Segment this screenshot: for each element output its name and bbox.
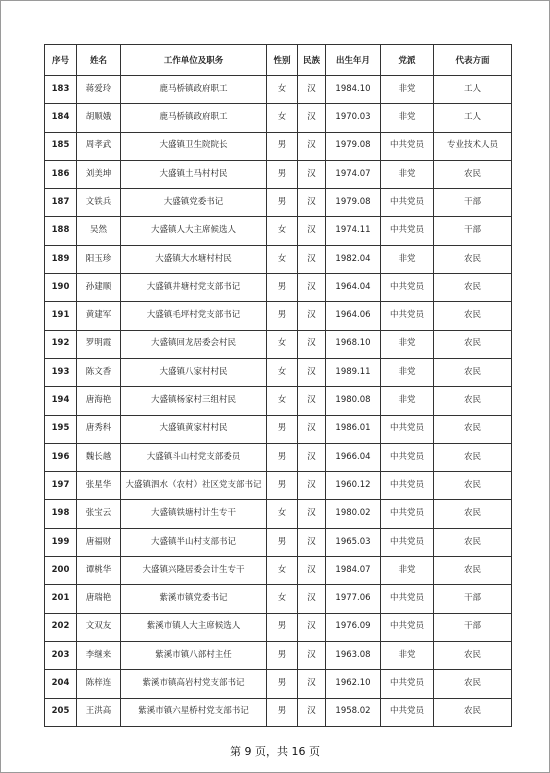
- row-index: 190: [45, 274, 77, 302]
- row-birth: 1965.03: [326, 528, 381, 556]
- row-workplace: 大盛镇斗山村党支部委员: [121, 443, 267, 471]
- header-party: 党派: [381, 45, 434, 76]
- row-birth: 1980.08: [326, 387, 381, 415]
- row-party: 中共党员: [381, 415, 434, 443]
- row-gender: 男: [267, 472, 298, 500]
- row-gender: 女: [267, 245, 298, 273]
- page-number-footer: 第 9 页，共 16 页: [230, 745, 320, 758]
- row-workplace: 紫溪市镇党委书记: [121, 585, 267, 613]
- header-birth: 出生年月: [326, 45, 381, 76]
- table-row: [45, 217, 512, 245]
- row-ethnicity: 汉: [298, 104, 326, 132]
- row-birth: 1982.04: [326, 245, 381, 273]
- row-index: 198: [45, 500, 77, 528]
- row-name: 王洪高: [77, 698, 121, 726]
- row-name: 胡顺娥: [77, 104, 121, 132]
- row-name: 周孝武: [77, 132, 121, 160]
- row-gender: 男: [267, 274, 298, 302]
- row-party: 非党: [381, 557, 434, 585]
- row-ethnicity: 汉: [298, 302, 326, 330]
- row-birth: 1986.01: [326, 415, 381, 443]
- row-sector: 农民: [434, 557, 512, 585]
- row-sector: 农民: [434, 528, 512, 556]
- row-index: 191: [45, 302, 77, 330]
- row-party: 中共党员: [381, 217, 434, 245]
- row-sector: 农民: [434, 274, 512, 302]
- row-workplace: 紫溪市镇六星桥村党支部书记: [121, 698, 267, 726]
- table-row: [45, 585, 512, 613]
- row-party: 非党: [381, 641, 434, 669]
- row-ethnicity: 汉: [298, 443, 326, 471]
- row-index: 183: [45, 76, 77, 104]
- table-row: [45, 698, 512, 726]
- table-body: [45, 76, 512, 727]
- table-row: [45, 557, 512, 585]
- row-party: 非党: [381, 76, 434, 104]
- row-name: 阳玉珍: [77, 245, 121, 273]
- row-gender: 男: [267, 641, 298, 669]
- table-row: [45, 528, 512, 556]
- row-index: 196: [45, 443, 77, 471]
- row-birth: 1964.06: [326, 302, 381, 330]
- row-name: 李继来: [77, 641, 121, 669]
- row-party: 中共党员: [381, 274, 434, 302]
- table-row: [45, 443, 512, 471]
- row-name: 吴然: [77, 217, 121, 245]
- table-row: [45, 387, 512, 415]
- row-name: 文双友: [77, 613, 121, 641]
- row-sector: 干部: [434, 217, 512, 245]
- row-ethnicity: 汉: [298, 358, 326, 386]
- row-index: 204: [45, 670, 77, 698]
- row-name: 罗明霞: [77, 330, 121, 358]
- row-ethnicity: 汉: [298, 76, 326, 104]
- row-sector: 工人: [434, 104, 512, 132]
- table-row: [45, 132, 512, 160]
- row-gender: 男: [267, 670, 298, 698]
- row-sector: 农民: [434, 670, 512, 698]
- row-workplace: 大盛镇泗水（农村）社区党支部书记: [121, 472, 267, 500]
- row-party: 中共党员: [381, 132, 434, 160]
- row-party: 非党: [381, 245, 434, 273]
- row-birth: 1979.08: [326, 132, 381, 160]
- row-party: 中共党员: [381, 670, 434, 698]
- row-ethnicity: 汉: [298, 415, 326, 443]
- row-birth: 1977.06: [326, 585, 381, 613]
- row-sector: 工人: [434, 76, 512, 104]
- row-birth: 1962.10: [326, 670, 381, 698]
- row-workplace: 紫溪市镇人大主席候选人: [121, 613, 267, 641]
- row-index: 185: [45, 132, 77, 160]
- row-gender: 女: [267, 104, 298, 132]
- row-birth: 1980.02: [326, 500, 381, 528]
- row-birth: 1960.12: [326, 472, 381, 500]
- row-name: 唐海艳: [77, 387, 121, 415]
- row-ethnicity: 汉: [298, 330, 326, 358]
- row-birth: 1974.07: [326, 160, 381, 188]
- row-index: 188: [45, 217, 77, 245]
- row-name: 文铁兵: [77, 189, 121, 217]
- table-row: [45, 415, 512, 443]
- table-row: [45, 330, 512, 358]
- row-sector: 农民: [434, 330, 512, 358]
- row-gender: 男: [267, 528, 298, 556]
- row-workplace: 大盛镇半山村支部书记: [121, 528, 267, 556]
- row-birth: 1958.02: [326, 698, 381, 726]
- row-sector: 农民: [434, 641, 512, 669]
- row-index: 195: [45, 415, 77, 443]
- row-gender: 女: [267, 387, 298, 415]
- row-birth: 1989.11: [326, 358, 381, 386]
- row-ethnicity: 汉: [298, 472, 326, 500]
- header-sector: 代表方面: [434, 45, 512, 76]
- row-party: 非党: [381, 330, 434, 358]
- row-ethnicity: 汉: [298, 245, 326, 273]
- table-row: [45, 613, 512, 641]
- row-gender: 女: [267, 358, 298, 386]
- row-sector: 干部: [434, 585, 512, 613]
- row-sector: 农民: [434, 160, 512, 188]
- row-workplace: 大盛镇井塘村党支部书记: [121, 274, 267, 302]
- header-workplace: 工作单位及职务: [121, 45, 267, 76]
- row-birth: 1976.09: [326, 613, 381, 641]
- row-name: 唐福财: [77, 528, 121, 556]
- row-sector: 农民: [434, 443, 512, 471]
- row-ethnicity: 汉: [298, 500, 326, 528]
- row-party: 中共党员: [381, 698, 434, 726]
- row-gender: 男: [267, 302, 298, 330]
- table-row: [45, 472, 512, 500]
- table-row: [45, 104, 512, 132]
- row-party: 中共党员: [381, 443, 434, 471]
- row-name: 张星华: [77, 472, 121, 500]
- table-row: [45, 76, 512, 104]
- table-row: [45, 500, 512, 528]
- row-index: 186: [45, 160, 77, 188]
- row-workplace: 大盛镇土马村村民: [121, 160, 267, 188]
- row-party: 中共党员: [381, 613, 434, 641]
- row-ethnicity: 汉: [298, 217, 326, 245]
- header-ethnicity: 民族: [298, 45, 326, 76]
- header-gender: 性别: [267, 45, 298, 76]
- row-index: 201: [45, 585, 77, 613]
- row-workplace: 大盛镇卫生院院长: [121, 132, 267, 160]
- row-birth: 1963.08: [326, 641, 381, 669]
- table-row: [45, 302, 512, 330]
- row-index: 194: [45, 387, 77, 415]
- row-workplace: 大盛镇兴隆居委会计生专干: [121, 557, 267, 585]
- row-party: 中共党员: [381, 585, 434, 613]
- row-name: 蒋爱玲: [77, 76, 121, 104]
- row-birth: 1970.03: [326, 104, 381, 132]
- row-name: 张宝云: [77, 500, 121, 528]
- row-index: 187: [45, 189, 77, 217]
- row-workplace: 大盛镇八家村村民: [121, 358, 267, 386]
- table-row: [45, 670, 512, 698]
- row-name: 唐瑞艳: [77, 585, 121, 613]
- row-party: 非党: [381, 358, 434, 386]
- row-gender: 男: [267, 189, 298, 217]
- row-gender: 男: [267, 613, 298, 641]
- row-sector: 专业技术人员: [434, 132, 512, 160]
- row-name: 刘美坤: [77, 160, 121, 188]
- row-sector: 农民: [434, 245, 512, 273]
- table-row: [45, 641, 512, 669]
- row-sector: 农民: [434, 500, 512, 528]
- row-sector: 农民: [434, 358, 512, 386]
- row-gender: 女: [267, 217, 298, 245]
- row-name: 谭桃华: [77, 557, 121, 585]
- row-ethnicity: 汉: [298, 189, 326, 217]
- row-index: 189: [45, 245, 77, 273]
- row-birth: 1984.07: [326, 557, 381, 585]
- row-sector: 干部: [434, 189, 512, 217]
- row-index: 202: [45, 613, 77, 641]
- row-gender: 男: [267, 443, 298, 471]
- row-index: 203: [45, 641, 77, 669]
- row-workplace: 大盛镇铁塘村计生专干: [121, 500, 267, 528]
- row-index: 199: [45, 528, 77, 556]
- row-gender: 女: [267, 557, 298, 585]
- row-birth: 1984.10: [326, 76, 381, 104]
- row-gender: 男: [267, 415, 298, 443]
- row-name: 唐秀科: [77, 415, 121, 443]
- row-sector: 农民: [434, 302, 512, 330]
- row-birth: 1968.10: [326, 330, 381, 358]
- row-ethnicity: 汉: [298, 274, 326, 302]
- header-index: 序号: [45, 45, 77, 76]
- row-workplace: 鹿马桥镇政府职工: [121, 104, 267, 132]
- row-gender: 男: [267, 132, 298, 160]
- row-party: 非党: [381, 104, 434, 132]
- row-workplace: 大盛镇毛坪村党支部书记: [121, 302, 267, 330]
- table-row: [45, 245, 512, 273]
- table-row: [45, 160, 512, 188]
- row-gender: 女: [267, 585, 298, 613]
- row-gender: 男: [267, 160, 298, 188]
- row-name: 魏长越: [77, 443, 121, 471]
- row-party: 非党: [381, 160, 434, 188]
- row-ethnicity: 汉: [298, 641, 326, 669]
- row-ethnicity: 汉: [298, 387, 326, 415]
- row-workplace: 大盛镇黄家村村民: [121, 415, 267, 443]
- row-ethnicity: 汉: [298, 585, 326, 613]
- row-gender: 女: [267, 500, 298, 528]
- row-index: 200: [45, 557, 77, 585]
- row-party: 中共党员: [381, 472, 434, 500]
- row-workplace: 大盛镇人大主席候选人: [121, 217, 267, 245]
- row-ethnicity: 汉: [298, 132, 326, 160]
- row-birth: 1974.11: [326, 217, 381, 245]
- row-ethnicity: 汉: [298, 613, 326, 641]
- row-gender: 女: [267, 330, 298, 358]
- row-name: 孙建顺: [77, 274, 121, 302]
- row-party: 中共党员: [381, 302, 434, 330]
- row-gender: 男: [267, 698, 298, 726]
- row-workplace: 大盛镇党委书记: [121, 189, 267, 217]
- row-party: 非党: [381, 387, 434, 415]
- row-sector: 农民: [434, 415, 512, 443]
- row-name: 黄建军: [77, 302, 121, 330]
- row-workplace: 大盛镇回龙居委会村民: [121, 330, 267, 358]
- row-index: 205: [45, 698, 77, 726]
- representative-table: [44, 44, 512, 727]
- row-party: 中共党员: [381, 189, 434, 217]
- table-row: [45, 358, 512, 386]
- row-workplace: 鹿马桥镇政府职工: [121, 76, 267, 104]
- row-workplace: 紫溪市镇高岩村党支部书记: [121, 670, 267, 698]
- row-name: 陈梓连: [77, 670, 121, 698]
- row-workplace: 紫溪市镇八部村主任: [121, 641, 267, 669]
- row-ethnicity: 汉: [298, 528, 326, 556]
- table-row: [45, 189, 512, 217]
- row-ethnicity: 汉: [298, 160, 326, 188]
- row-birth: 1964.04: [326, 274, 381, 302]
- table-header-row: [45, 45, 512, 76]
- row-name: 陈文香: [77, 358, 121, 386]
- row-workplace: 大盛镇杨家村三组村民: [121, 387, 267, 415]
- row-workplace: 大盛镇大水塘村村民: [121, 245, 267, 273]
- row-index: 193: [45, 358, 77, 386]
- row-birth: 1979.08: [326, 189, 381, 217]
- row-sector: 干部: [434, 613, 512, 641]
- row-birth: 1966.04: [326, 443, 381, 471]
- table-row: [45, 274, 512, 302]
- row-sector: 农民: [434, 472, 512, 500]
- row-gender: 女: [267, 76, 298, 104]
- row-sector: 农民: [434, 387, 512, 415]
- header-name: 姓名: [77, 45, 121, 76]
- row-party: 中共党员: [381, 500, 434, 528]
- row-sector: 农民: [434, 698, 512, 726]
- row-index: 192: [45, 330, 77, 358]
- row-ethnicity: 汉: [298, 557, 326, 585]
- row-party: 中共党员: [381, 528, 434, 556]
- row-index: 197: [45, 472, 77, 500]
- row-index: 184: [45, 104, 77, 132]
- row-ethnicity: 汉: [298, 698, 326, 726]
- row-ethnicity: 汉: [298, 670, 326, 698]
